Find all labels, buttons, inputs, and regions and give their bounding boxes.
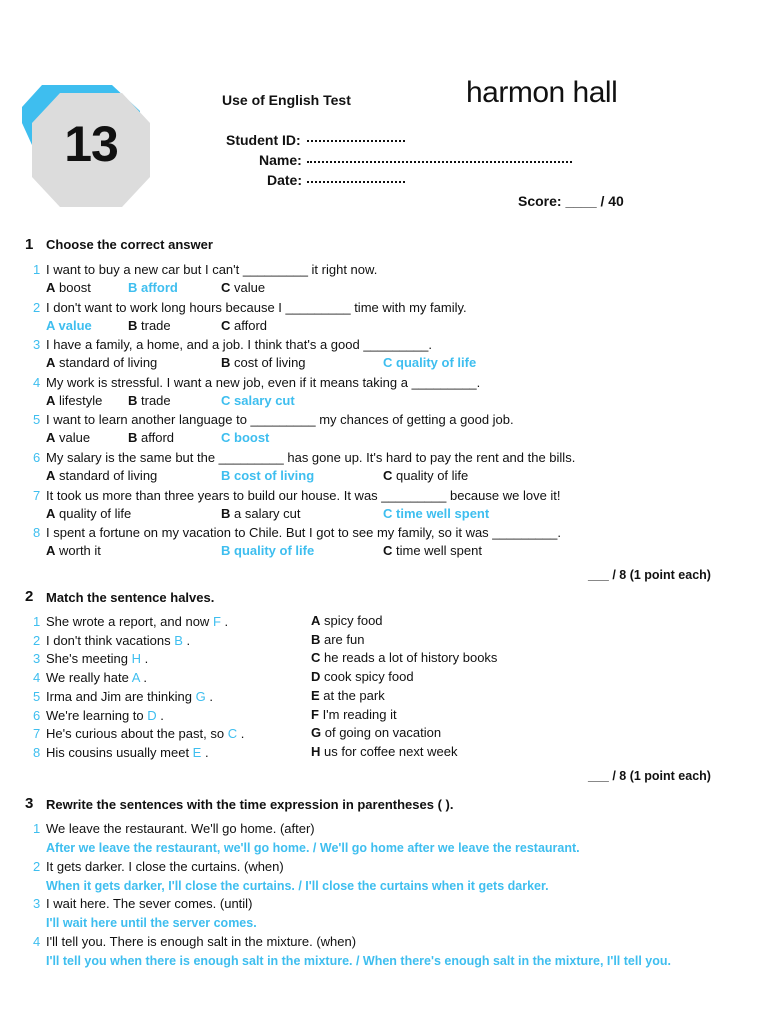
match-number: 4 [33,670,41,685]
option-text: time well spent [392,543,482,558]
option-text: quality of life [392,468,469,483]
question-number: 5 [33,412,41,427]
rewrite-answer[interactable]: When it gets darker, I'll close the curtains. / I'll close the curtains when it gets darker. [46,879,549,893]
answer-option[interactable] [46,393,102,408]
option-letter: B [221,355,231,370]
match-period: . [205,689,213,704]
match-period: . [237,726,245,741]
option-text: quality of life [55,506,132,521]
rewrite-prompt: We leave the restaurant. We'll go home. (after) [46,821,315,836]
match-right-text: I'm reading it [318,707,397,722]
answer-option[interactable] [128,318,171,333]
match-right-letter: C [311,650,321,665]
match-right-letter: H [311,744,321,759]
match-period: . [220,614,229,629]
match-answer[interactable]: A [131,670,140,685]
answer-option[interactable] [221,318,267,333]
match-right-text: spicy food [320,613,383,628]
option-letter: B [128,318,138,333]
match-left-text: She wrote a report, and now [46,614,213,629]
match-left-item [46,745,209,761]
option-letter: B [221,543,231,558]
brand-logo: harmon hall [466,76,618,109]
section-2-number: 2 [25,588,34,605]
option-text: time well spent [392,506,490,521]
option-text: trade [137,393,171,408]
match-right-text: are fun [320,632,365,647]
match-left-item [46,726,244,742]
answer-option[interactable] [46,468,157,483]
option-text: salary cut [230,393,295,408]
answer-option[interactable] [221,393,295,408]
question-number: 7 [33,488,41,503]
match-period: . [182,633,191,648]
section-1-title: Choose the correct answer [46,237,213,252]
match-period: . [140,651,149,666]
match-right-text: cook spicy food [320,669,414,684]
match-number: 1 [33,614,41,629]
match-right-item [311,707,397,723]
answer-option[interactable] [383,355,476,370]
match-right-letter: A [311,613,321,628]
score-total: Score: ____ / 40 [518,193,624,209]
match-right-item [311,650,497,666]
option-letter: B [128,430,138,445]
option-text: boost [230,430,270,445]
option-letter: B [221,468,231,483]
answer-option[interactable] [46,280,91,295]
match-right-text: at the park [319,688,385,703]
option-text: standard of living [55,355,158,370]
section-3-number: 3 [25,795,34,812]
answer-option[interactable] [221,355,306,370]
answer-option[interactable] [221,280,265,295]
option-letter: B [221,506,231,521]
answer-option[interactable] [128,280,178,295]
match-answer[interactable]: E [192,745,202,760]
match-answer[interactable]: B [174,633,183,648]
student-id-label: Student ID: [226,132,301,148]
match-answer[interactable]: H [131,651,141,666]
answer-option[interactable] [46,430,90,445]
answer-option[interactable] [221,468,314,483]
question-text: My salary is the same but the _________ has gone up. It's hard to pay the rent and the bills. [46,450,576,465]
option-text: a salary cut [230,506,301,521]
option-letter: C [383,506,393,521]
option-letter: B [128,280,138,295]
rewrite-prompt: I wait here. The sever comes. (until) [46,896,253,911]
question-text: I want to buy a new car but I can't _________ it right now. [46,262,378,277]
date-field[interactable] [307,181,405,183]
match-right-item [311,688,385,704]
section-1-score: ___ / 8 (1 point each) [588,568,711,582]
section-2-title: Match the sentence halves. [46,590,215,605]
match-left-text: We really hate [46,670,132,685]
answer-option[interactable] [46,355,157,370]
match-answer[interactable]: F [212,614,221,629]
match-period: . [156,708,164,723]
option-letter: C [221,318,231,333]
match-right-item [311,632,364,648]
rewrite-answer[interactable]: After we leave the restaurant, we'll go home. / We'll go home after we leave the restaurant. [46,841,580,855]
match-left-item [46,614,228,630]
option-text: boost [55,280,91,295]
question-text: I have a family, a home, and a job. I think that's a good _________. [46,337,433,352]
rewrite-number: 1 [33,821,41,836]
question-text: I don't want to work long hours because I _________ time with my family. [46,300,467,315]
match-period: . [139,670,147,685]
section-2-score: ___ / 8 (1 point each) [588,769,711,783]
option-letter: C [221,393,231,408]
match-right-item [311,744,457,760]
option-text: standard of living [55,468,158,483]
match-right-letter: D [311,669,321,684]
match-left-item [46,689,213,705]
match-period: . [201,745,209,760]
option-text: worth it [55,543,101,558]
match-left-text: I don't think vacations [46,633,175,648]
match-right-text: of going on vacation [321,725,442,740]
option-text: quality of life [392,355,477,370]
section-3-title: Rewrite the sentences with the time expression in parentheses ( ). [46,797,454,812]
match-right-letter: F [311,707,319,722]
answer-option[interactable] [221,543,314,558]
rewrite-number: 2 [33,859,41,874]
option-text: cost of living [230,355,306,370]
match-left-text: He's curious about the past, so [46,726,228,741]
match-number: 7 [33,726,41,741]
student-id-field[interactable] [307,140,405,142]
question-text: I spent a fortune on my vacation to Chile. But I got to see my family, so it was _________. [46,525,561,540]
answer-option[interactable] [46,506,131,521]
answer-option[interactable] [221,430,269,445]
test-title: Use of English Test [222,92,351,108]
answer-option[interactable] [221,506,300,521]
option-text: afford [230,318,268,333]
option-letter: A [46,280,56,295]
rewrite-answer[interactable]: I'll tell you when there is enough salt in the mixture. / When there's enough salt in the mixture, I'll tell you. [46,954,671,968]
date-label: Date: [267,172,303,188]
question-number: 4 [33,375,41,390]
match-number: 5 [33,689,41,704]
match-left-item [46,670,147,686]
answer-option[interactable] [128,430,174,445]
option-letter: C [383,468,393,483]
match-number: 3 [33,651,41,666]
question-text: My work is stressful. I want a new job, even if it means taking a _________. [46,375,481,390]
rewrite-number: 4 [33,934,41,949]
option-text: trade [137,318,171,333]
answer-option[interactable] [383,506,489,521]
rewrite-prompt: It gets darker. I close the curtains. (when) [46,859,284,874]
option-letter: A [46,430,56,445]
option-text: quality of life [230,543,315,558]
question-number: 2 [33,300,41,315]
option-text: value [54,318,92,333]
match-left-text: Irma and Jim are thinking [46,689,196,704]
section-1-number: 1 [25,236,34,253]
match-number: 6 [33,708,41,723]
match-answer[interactable]: G [195,689,206,704]
name-label: Name: [259,152,302,168]
answer-option[interactable] [383,468,468,483]
match-number: 2 [33,633,41,648]
option-letter: A [46,393,56,408]
rewrite-answer[interactable]: I'll wait here until the server comes. [46,916,257,930]
match-left-text: She's meeting [46,651,132,666]
match-left-item [46,708,164,724]
match-right-item [311,613,383,629]
question-number: 1 [33,262,41,277]
name-field[interactable] [307,161,572,163]
match-left-item [46,651,148,667]
match-right-letter: G [311,725,322,740]
question-number: 6 [33,450,41,465]
match-right-letter: B [311,632,321,647]
question-text: It took us more than three years to build our house. It was _________ because we love it! [46,488,561,503]
match-left-text: His cousins usually meet [46,745,193,760]
match-answer[interactable]: C [227,726,238,741]
match-right-text: us for coffee next week [320,744,458,759]
option-text: afford [137,430,175,445]
option-letter: A [46,506,56,521]
match-number: 8 [33,745,41,760]
rewrite-prompt: I'll tell you. There is enough salt in the mixture. (when) [46,934,357,949]
option-text: cost of living [230,468,315,483]
test-number-badge [22,85,152,213]
option-letter: C [383,543,393,558]
answer-option[interactable] [383,543,482,558]
option-letter: C [383,355,393,370]
option-text: lifestyle [55,393,103,408]
answer-option[interactable] [128,393,171,408]
option-text: value [55,430,91,445]
option-letter: A [46,543,56,558]
question-number: 3 [33,337,41,352]
option-letter: A [46,355,56,370]
match-left-item [46,633,190,649]
match-right-letter: E [311,688,320,703]
match-answer[interactable]: D [147,708,157,723]
answer-option[interactable] [46,543,101,558]
question-text: I want to learn another language to _________ my chances of getting a good job. [46,412,514,427]
option-letter: A [46,468,56,483]
match-right-item [311,725,441,741]
match-right-text: he reads a lot of history books [320,650,498,665]
option-letter: B [128,393,138,408]
option-text: afford [137,280,178,295]
option-text: value [230,280,266,295]
question-number: 8 [33,525,41,540]
match-left-text: We're learning to [46,708,148,723]
option-letter: C [221,430,231,445]
test-number: 13 [64,116,118,172]
rewrite-number: 3 [33,896,41,911]
match-right-item [311,669,414,685]
answer-option[interactable] [46,318,92,333]
option-letter: A [46,318,55,333]
option-letter: C [221,280,231,295]
